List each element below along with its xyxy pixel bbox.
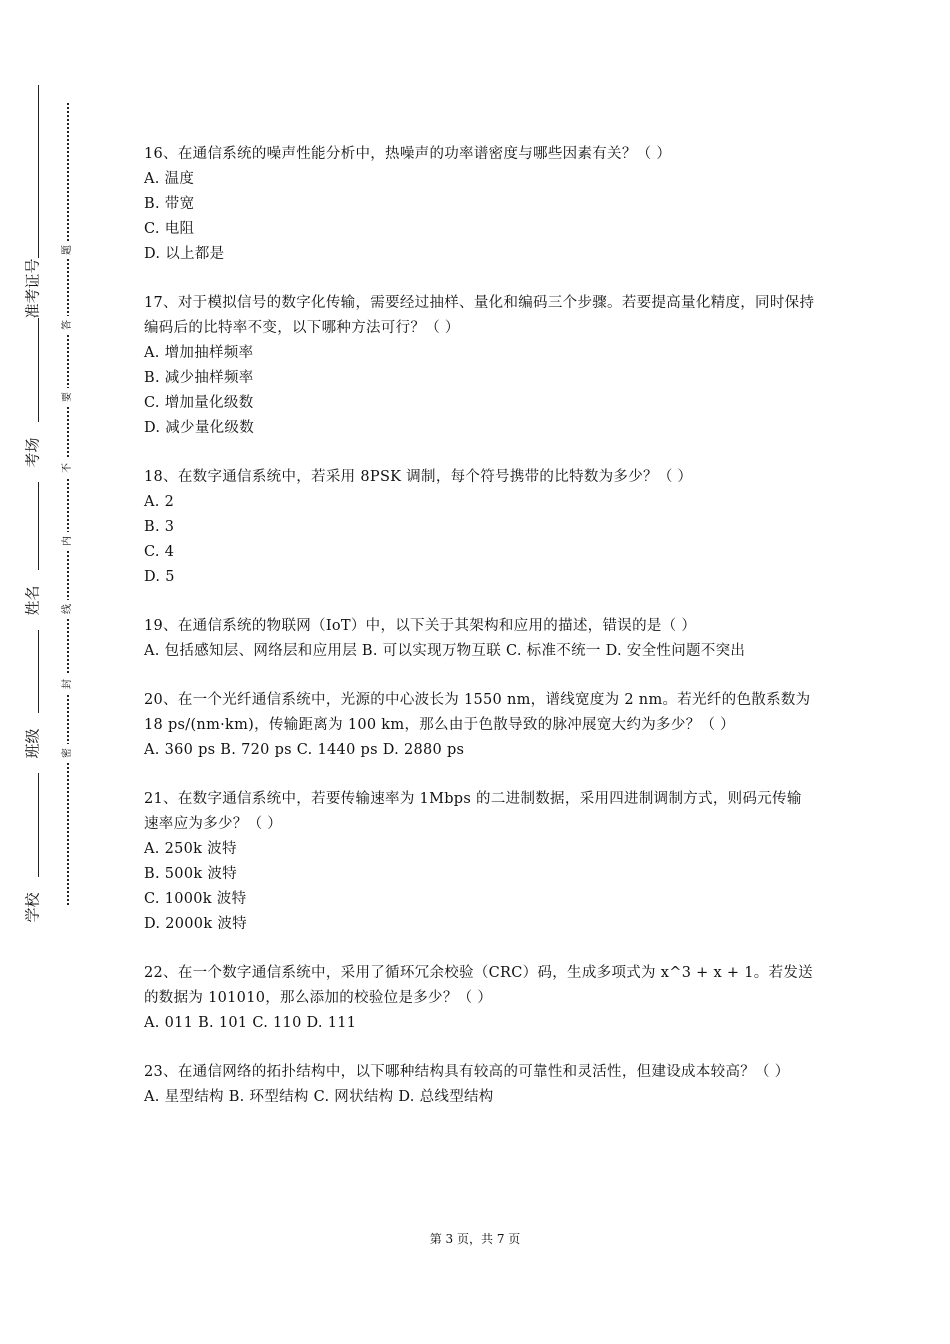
- options-inline: A. 星型结构 B. 环型结构 C. 网状结构 D. 总线型结构: [144, 1089, 494, 1105]
- option-d: D. 5: [144, 569, 175, 585]
- question-19: [144, 614, 816, 664]
- question-16: [144, 142, 816, 267]
- seal-char: 密: [60, 744, 76, 762]
- seal-char: 答: [60, 316, 76, 334]
- option-c: C. 4: [144, 544, 175, 560]
- option-a: A. 增加抽样频率: [144, 345, 254, 361]
- question-text: 16、在通信系统的噪声性能分析中，热噪声的功率谱密度与哪些因素有关？（ ）: [144, 146, 672, 162]
- seal-char: 不: [60, 459, 76, 477]
- field-label-exam-id: 准考证号: [18, 258, 46, 318]
- question-text: 19、在通信系统的物联网（IoT）中，以下关于其架构和应用的描述，错误的是（ ）: [144, 618, 697, 634]
- option-a: A. 温度: [144, 171, 195, 187]
- option-b: B. 减少抽样频率: [144, 370, 254, 386]
- question-21: [144, 787, 816, 937]
- seal-char: 要: [60, 388, 76, 406]
- options-inline: A. 360 ps B. 720 ps C. 1440 ps D. 2880 ps: [144, 742, 465, 758]
- option-b: B. 带宽: [144, 196, 195, 212]
- option-c: C. 增加量化级数: [144, 395, 254, 411]
- question-22: [144, 961, 816, 1036]
- options-inline: A. 包括感知层、网络层和应用层 B. 可以实现万物互联 C. 标准不统一 D. 安全性问题不突出: [144, 643, 746, 659]
- field-label-exam-room: 考场: [18, 422, 46, 482]
- binding-margin-line: [38, 85, 39, 925]
- field-label-school: 学校: [18, 877, 46, 937]
- question-list: [144, 142, 816, 1134]
- question-18: [144, 465, 816, 590]
- option-b: B. 3: [144, 519, 175, 535]
- option-c: C. 电阻: [144, 221, 195, 237]
- option-d: D. 减少量化级数: [144, 420, 255, 436]
- option-a: A. 250k 波特: [144, 841, 237, 857]
- question-17: [144, 291, 816, 441]
- question-text: 23、在通信网络的拓扑结构中，以下哪种结构具有较高的可靠性和灵活性，但建设成本较高？（ ）: [144, 1064, 790, 1080]
- seal-dotted-line: [67, 103, 69, 905]
- option-b: B. 500k 波特: [144, 866, 237, 882]
- seal-char: 内: [60, 532, 76, 550]
- option-d: D. 以上都是: [144, 246, 225, 262]
- question-text: 22、在一个数字通信系统中，采用了循环冗余校验（CRC）码，生成多项式为 x^3 + x + 1。若发送的数据为 101010，那么添加的校验位是多少？（ ）: [144, 965, 813, 1006]
- question-text: 17、对于模拟信号的数字化传输，需要经过抽样、量化和编码三个步骤。若要提高量化精度，同时保持编码后的比特率不变，以下哪种方法可行？（ ）: [144, 295, 815, 336]
- field-label-name: 姓名: [18, 570, 46, 630]
- option-c: C. 1000k 波特: [144, 891, 247, 907]
- field-label-class: 班级: [18, 713, 46, 773]
- question-23: [144, 1060, 816, 1110]
- question-text: 21、在数字通信系统中，若要传输速率为 1Mbps 的二进制数据，采用四进制调制方式，则码元传输速率应为多少？（ ）: [144, 791, 802, 832]
- options-inline: A. 011 B. 101 C. 110 D. 111: [144, 1015, 357, 1031]
- seal-char: 线: [60, 600, 76, 618]
- question-20: [144, 688, 816, 763]
- page-footer: 第 3 页，共 7 页: [429, 1232, 521, 1246]
- option-d: D. 2000k 波特: [144, 916, 247, 932]
- option-a: A. 2: [144, 494, 175, 510]
- seal-char: 题: [60, 241, 76, 259]
- seal-char: 封: [60, 675, 76, 693]
- question-text: 20、在一个光纤通信系统中，光源的中心波长为 1550 nm，谱线宽度为 2 nm。若光纤的色散系数为 18 ps/(nm·km)，传输距离为 100 km，那么由于色散导致的脉冲展宽大约为多少？（ ）: [144, 692, 811, 733]
- question-text: 18、在数字通信系统中，若采用 8PSK 调制，每个符号携带的比特数为多少？（ ）: [144, 469, 693, 485]
